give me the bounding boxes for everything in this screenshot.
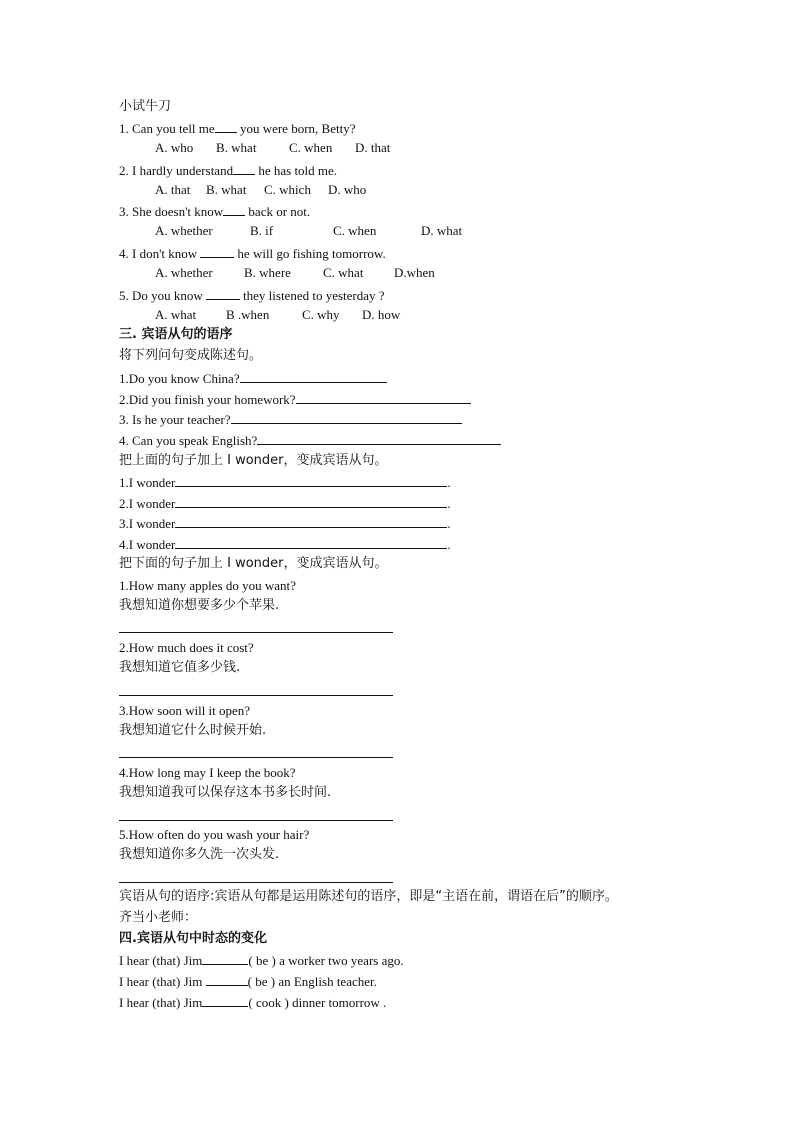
quiz-question-3: 3. She doesn't know back or not. (119, 204, 311, 219)
wonder-instruction-1: 把上面的句子加上 I wonder，变成宾语从句。 (119, 453, 388, 468)
wonder-line-4: 4.I wonder . (119, 537, 451, 552)
answer-line[interactable] (175, 474, 447, 487)
option-a: A. who (155, 140, 194, 155)
quiz-options-4 (0, 265, 794, 281)
option-c: C. what (323, 265, 364, 280)
answer-blank[interactable] (206, 973, 248, 986)
translation-en-4: 4.How long may I keep the book? (119, 765, 296, 780)
option-d: D. what (421, 223, 463, 238)
tense-item-2: I hear (that) Jim ( be ) an English teacher. (119, 974, 377, 989)
answer-line[interactable] (175, 495, 447, 508)
answer-line[interactable] (175, 536, 447, 549)
option-c: C. when (289, 140, 333, 155)
translation-zh-2: 我想知道它值多少钱. (119, 660, 241, 675)
option-d: D. how (362, 307, 401, 322)
translation-zh-5: 我想知道你多久洗一次头发. (119, 847, 280, 862)
tense-item-1: I hear (that) Jim ( be ) a worker two years ago. (119, 953, 404, 968)
option-c: C. which (264, 182, 311, 197)
option-a: A. whether (155, 223, 213, 238)
answer-line[interactable] (296, 391, 471, 404)
option-d: D. who (328, 182, 367, 197)
answer-line[interactable] (257, 432, 501, 445)
section-intro-title: 小试牛刀 (119, 99, 172, 114)
section-3-instruction: 将下列问句变成陈述句。 (119, 348, 263, 363)
word-order-rule: 宾语从句的语序:宾语从句都是运用陈述句的语序，即是“主语在前，谓语在后”的顺序。 (119, 889, 618, 904)
wonder-line-1: 1.I wonder . (119, 475, 451, 490)
translation-zh-4: 我想知道我可以保存这本书多长时间. (119, 785, 332, 800)
answer-blank[interactable] (215, 120, 237, 133)
option-b: B. what (216, 140, 257, 155)
quiz-options-3 (0, 223, 794, 239)
option-d: D. that (355, 140, 391, 155)
translation-zh-1: 我想知道你想要多少个苹果. (119, 598, 280, 613)
quiz-options-2 (0, 182, 794, 198)
answer-blank[interactable] (206, 287, 240, 300)
option-a: A. what (155, 307, 197, 322)
quiz-question-5: 5. Do you know they listened to yesterday ? (119, 288, 385, 303)
teacher-prompt: 齐当小老师： (119, 910, 198, 925)
answer-blank[interactable] (200, 245, 234, 258)
quiz-options-5 (0, 307, 794, 323)
section-3-heading: 三. 宾语从句的语序 (119, 327, 233, 342)
answer-blank[interactable] (202, 952, 248, 965)
answer-line[interactable] (119, 820, 393, 821)
statement-4: 4. Can you speak English? (119, 432, 501, 449)
quiz-options-1 (0, 140, 794, 156)
option-b: B. if (250, 223, 274, 238)
answer-line[interactable] (119, 882, 393, 883)
answer-line[interactable] (240, 370, 387, 383)
option-b: B. what (206, 182, 247, 197)
statement-3: 3. Is he your teacher? (119, 411, 462, 428)
statement-1: 1.Do you know China? (119, 370, 387, 387)
answer-line[interactable] (119, 632, 393, 633)
answer-line[interactable] (119, 695, 393, 696)
option-d: D.when (394, 265, 435, 280)
answer-line[interactable] (231, 411, 462, 424)
statement-2: 2.Did you finish your homework? (119, 391, 471, 408)
answer-blank[interactable] (223, 203, 245, 216)
tense-item-3: I hear (that) Jim ( cook ) dinner tomorrow . (119, 995, 387, 1010)
wonder-line-2: 2.I wonder . (119, 496, 451, 511)
answer-line[interactable] (119, 757, 393, 758)
quiz-question-4: 4. I don't know he will go fishing tomorrow. (119, 246, 386, 261)
option-c: C. why (302, 307, 340, 322)
quiz-question-2: 2. I hardly understand he has told me. (119, 163, 338, 178)
option-a: A. whether (155, 265, 213, 280)
answer-blank[interactable] (202, 994, 248, 1007)
translation-zh-3: 我想知道它什么时候开始. (119, 723, 267, 738)
wonder-instruction-2: 把下面的句子加上 I wonder，变成宾语从句。 (119, 556, 388, 571)
option-b: B .when (226, 307, 270, 322)
quiz-question-1: 1. Can you tell me you were born, Betty? (119, 121, 356, 136)
translation-en-1: 1.How many apples do you want? (119, 578, 296, 593)
option-a: A. that (155, 182, 191, 197)
answer-line[interactable] (175, 515, 447, 528)
translation-en-5: 5.How often do you wash your hair? (119, 827, 310, 842)
option-b: B. where (244, 265, 291, 280)
option-c: C. when (333, 223, 377, 238)
translation-en-3: 3.How soon will it open? (119, 703, 251, 718)
answer-blank[interactable] (233, 162, 255, 175)
section-4-heading: 四.宾语从句中时态的变化 (119, 931, 267, 946)
wonder-line-3: 3.I wonder . (119, 516, 451, 531)
translation-en-2: 2.How much does it cost? (119, 640, 254, 655)
